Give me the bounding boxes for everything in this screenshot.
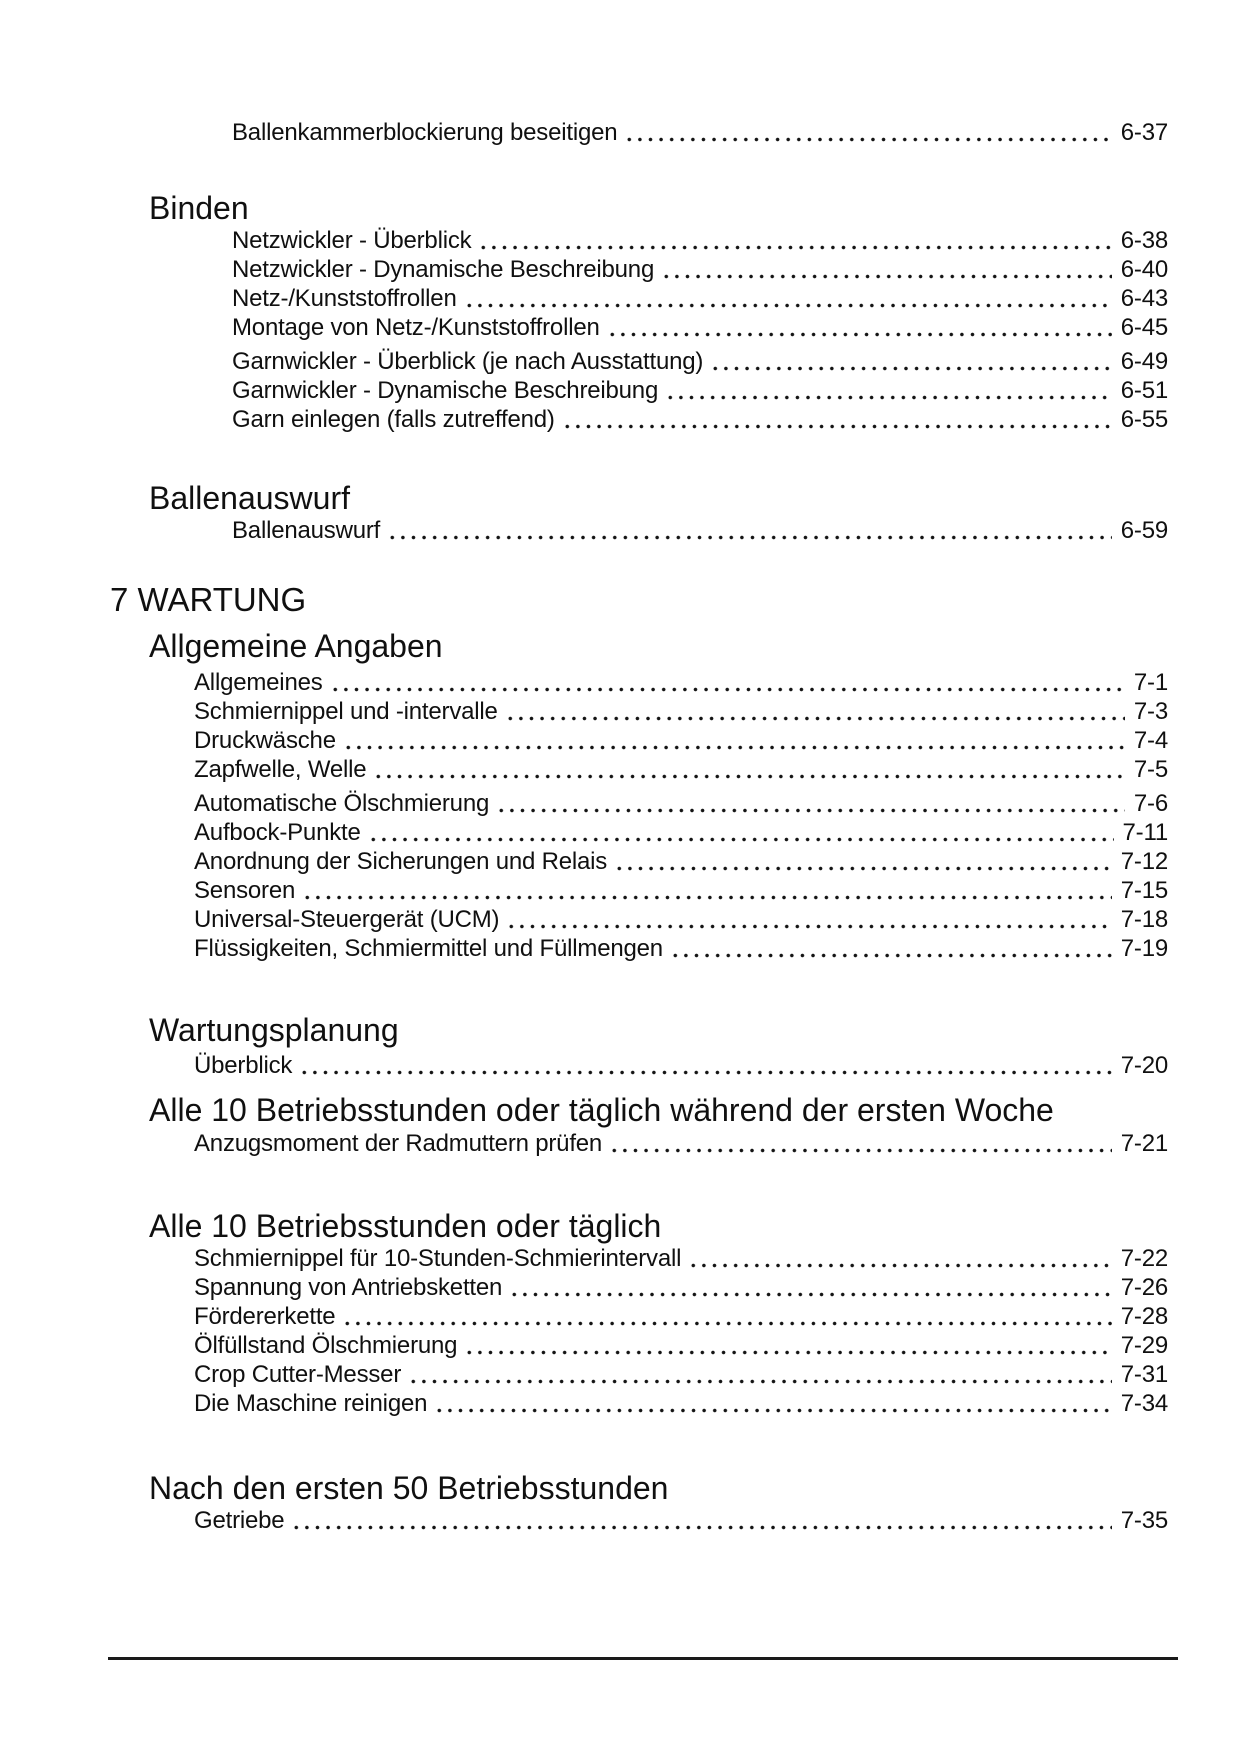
toc-entry-label: Netzwickler - Dynamische Beschreibung <box>232 256 655 283</box>
page-number: 7-26 <box>1120 1274 1168 1301</box>
toc-entry-label: Ballenkammerblockierung beseitigen <box>232 119 618 146</box>
dot-leader <box>665 376 1112 405</box>
toc-entry <box>194 697 1168 726</box>
dot-leader <box>368 818 1114 847</box>
toc-entry <box>232 376 1168 405</box>
toc-entry-label: Ölfüllstand Ölschmierung <box>194 1332 458 1359</box>
footer-rule <box>108 1657 1178 1660</box>
toc-entry <box>194 876 1168 905</box>
section-heading: Allgemeine Angaben <box>149 628 443 664</box>
page-number: 6-37 <box>1120 119 1168 146</box>
dot-leader <box>330 668 1125 697</box>
page-number: 6-45 <box>1120 314 1168 341</box>
dot-leader <box>342 1302 1111 1331</box>
dot-leader <box>302 876 1112 905</box>
toc-entry <box>194 1389 1168 1418</box>
page-number: 6-55 <box>1120 406 1168 433</box>
toc-entry-label: Aufbock-Punkte <box>194 819 361 846</box>
dot-leader <box>434 1389 1111 1418</box>
toc-entry-label: Garnwickler - Überblick (je nach Ausstattung) <box>232 348 704 375</box>
page-number: 6-59 <box>1120 517 1168 544</box>
page-number: 6-49 <box>1120 348 1168 375</box>
section-heading: Nach den ersten 50 Betriebsstunden <box>149 1470 669 1506</box>
toc-entry-label: Montage von Netz-/Kunststoffrollen <box>232 314 600 341</box>
toc-entry-label: Schmiernippel für 10-Stunden-Schmierintervall <box>194 1245 682 1272</box>
toc-entry-label: Garnwickler - Dynamische Beschreibung <box>232 377 659 404</box>
dot-leader <box>505 697 1125 726</box>
toc-entry <box>232 516 1168 545</box>
toc-entry <box>194 726 1168 755</box>
dot-leader <box>562 405 1112 434</box>
toc-entry <box>194 1302 1168 1331</box>
dot-leader <box>496 789 1125 818</box>
toc-entry-label: Überblick <box>194 1052 293 1079</box>
page-number: 7-5 <box>1133 756 1168 783</box>
dot-leader <box>464 284 1112 313</box>
dot-leader <box>688 1244 1112 1273</box>
toc-entry <box>232 118 1168 147</box>
page-number: 7-3 <box>1133 698 1168 725</box>
page-number: 7-4 <box>1133 727 1168 754</box>
page-number: 7-12 <box>1120 848 1168 875</box>
toc-entry-label: Ballenauswurf <box>232 517 381 544</box>
toc-entry <box>194 668 1168 697</box>
toc-entry-label: Garn einlegen (falls zutreffend) <box>232 406 555 433</box>
toc-entry <box>232 284 1168 313</box>
toc-entry <box>194 1129 1168 1158</box>
toc-entry <box>232 405 1168 434</box>
toc-entry <box>194 934 1168 963</box>
page-number: 7-1 <box>1133 669 1168 696</box>
toc-entry-label: Automatische Ölschmierung <box>194 790 490 817</box>
dot-leader <box>509 1273 1112 1302</box>
chapter-heading: 7 WARTUNG <box>110 581 307 618</box>
dot-leader <box>299 1051 1112 1080</box>
toc-entry-label: Getriebe <box>194 1507 285 1534</box>
toc-entry-label: Anzugsmoment der Radmuttern prüfen <box>194 1130 603 1157</box>
page-number: 7-22 <box>1120 1245 1168 1272</box>
toc-entry-label: Schmiernippel und -intervalle <box>194 698 498 725</box>
page-number: 7-21 <box>1120 1130 1168 1157</box>
page-number: 7-18 <box>1120 906 1168 933</box>
page-number: 7-19 <box>1120 935 1168 962</box>
section-heading: Alle 10 Betriebsstunden oder täglich <box>149 1208 662 1244</box>
dot-leader <box>408 1360 1112 1389</box>
toc-entry-label: Flüssigkeiten, Schmiermittel und Füllmengen <box>194 935 663 962</box>
section-heading: Ballenauswurf <box>149 480 350 516</box>
page-number: 7-11 <box>1122 819 1168 846</box>
toc-entry <box>194 905 1168 934</box>
section-heading: Binden <box>149 190 249 226</box>
toc-entry <box>194 818 1168 847</box>
dot-leader <box>373 755 1124 784</box>
page-number: 7-29 <box>1120 1332 1168 1359</box>
dot-leader <box>506 905 1111 934</box>
toc-entry-label: Spannung von Antriebsketten <box>194 1274 503 1301</box>
toc-entry-label: Sensoren <box>194 877 296 904</box>
dot-leader <box>710 347 1112 376</box>
toc-entry <box>232 347 1168 376</box>
toc-entry <box>232 255 1168 284</box>
page-number: 7-15 <box>1120 877 1168 904</box>
toc-entry-label: Fördererkette <box>194 1303 336 1330</box>
toc-entry-label: Universal-Steuergerät (UCM) <box>194 906 500 933</box>
page-number: 7-34 <box>1120 1390 1168 1417</box>
page-number: 7-20 <box>1120 1052 1168 1079</box>
section-heading: Wartungsplanung <box>149 1012 399 1048</box>
page-number: 7-28 <box>1120 1303 1168 1330</box>
toc-entry-label: Netz-/Kunststoffrollen <box>232 285 457 312</box>
dot-leader <box>661 255 1112 284</box>
toc-entry <box>194 789 1168 818</box>
toc-entry <box>194 1506 1168 1535</box>
dot-leader <box>387 516 1112 545</box>
toc-entry <box>194 1360 1168 1389</box>
toc-entry <box>194 755 1168 784</box>
toc-entry <box>232 313 1168 342</box>
page-number: 7-35 <box>1120 1507 1168 1534</box>
toc-entry <box>232 226 1168 255</box>
dot-leader <box>624 118 1111 147</box>
dot-leader <box>614 847 1112 876</box>
dot-leader <box>343 726 1125 755</box>
dot-leader <box>607 313 1112 342</box>
dot-leader <box>464 1331 1111 1360</box>
section-heading: Alle 10 Betriebsstunden oder täglich während der ersten Woche <box>149 1092 1054 1128</box>
page-number: 6-51 <box>1120 377 1168 404</box>
page-number: 6-43 <box>1120 285 1168 312</box>
toc-entry-label: Allgemeines <box>194 669 323 696</box>
page-number: 7-31 <box>1120 1361 1168 1388</box>
page-number: 7-6 <box>1133 790 1168 817</box>
toc-entry-label: Die Maschine reinigen <box>194 1390 428 1417</box>
page-number: 6-38 <box>1120 227 1168 254</box>
toc-entry <box>194 1331 1168 1360</box>
dot-leader <box>670 934 1112 963</box>
page-number: 6-40 <box>1120 256 1168 283</box>
dot-leader <box>291 1506 1111 1535</box>
toc-entry <box>194 1273 1168 1302</box>
toc-entry <box>194 847 1168 876</box>
dot-leader <box>609 1129 1112 1158</box>
dot-leader <box>478 226 1111 255</box>
toc-entry-label: Anordnung der Sicherungen und Relais <box>194 848 608 875</box>
toc-entry <box>194 1051 1168 1080</box>
toc-entry <box>194 1244 1168 1273</box>
toc-entry-label: Netzwickler - Überblick <box>232 227 472 254</box>
toc-entry-label: Druckwäsche <box>194 727 336 754</box>
toc-entry-label: Zapfwelle, Welle <box>194 756 367 783</box>
toc-entry-label: Crop Cutter-Messer <box>194 1361 402 1388</box>
